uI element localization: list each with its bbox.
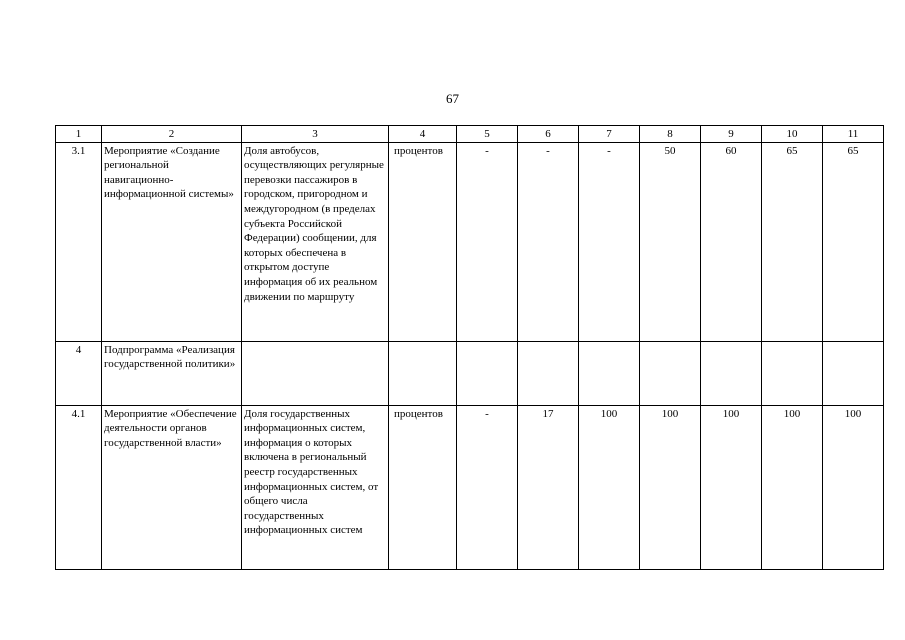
row-indicator: Доля государственных информационных систем, информация о которых включена в региональный реестр государственных информационных систем, от общего числа государственных информационных систем [242, 405, 389, 569]
header-cell: 11 [823, 126, 884, 143]
row-value [457, 341, 518, 405]
row-value: 100 [823, 405, 884, 569]
header-cell: 10 [762, 126, 823, 143]
row-value [579, 341, 640, 405]
row-number: 4.1 [56, 405, 102, 569]
row-name: Мероприятие «Обеспечение деятельности органов государственной власти» [102, 405, 242, 569]
row-value: 65 [823, 142, 884, 341]
table-row [56, 341, 884, 405]
row-number: 3.1 [56, 142, 102, 341]
row-indicator [242, 341, 389, 405]
row-value [640, 341, 701, 405]
table-header-row [56, 126, 884, 143]
row-value: 60 [701, 142, 762, 341]
table-row [56, 142, 884, 341]
row-unit: процентов [389, 405, 457, 569]
row-value: - [579, 142, 640, 341]
header-cell: 4 [389, 126, 457, 143]
row-value: - [457, 142, 518, 341]
row-value [762, 341, 823, 405]
row-name: Подпрограмма «Реализация государственной политики» [102, 341, 242, 405]
row-value [701, 341, 762, 405]
row-name: Мероприятие «Создание региональной навигационно-информационной системы» [102, 142, 242, 341]
row-value [518, 341, 579, 405]
header-cell: 1 [56, 126, 102, 143]
row-unit: процентов [389, 142, 457, 341]
indicators-table [55, 125, 884, 570]
row-value: 100 [701, 405, 762, 569]
header-cell: 3 [242, 126, 389, 143]
row-indicator: Доля автобусов, осуществляющих регулярные перевозки пассажиров в городском, пригородном и междугородном (в пределах субъекта Российской Федерации) сообщении, для которых обеспечена в открытом доступе информация об их реальном движении по маршруту [242, 142, 389, 341]
header-cell: 6 [518, 126, 579, 143]
row-unit [389, 341, 457, 405]
row-value: - [518, 142, 579, 341]
header-cell: 5 [457, 126, 518, 143]
row-number: 4 [56, 341, 102, 405]
row-value: 17 [518, 405, 579, 569]
row-value [823, 341, 884, 405]
header-cell: 2 [102, 126, 242, 143]
table-row [56, 405, 884, 569]
row-value: 65 [762, 142, 823, 341]
header-cell: 9 [701, 126, 762, 143]
row-value: 100 [762, 405, 823, 569]
row-value: 100 [579, 405, 640, 569]
page-number: 67 [446, 91, 459, 106]
header-cell: 7 [579, 126, 640, 143]
header-cell: 8 [640, 126, 701, 143]
row-value: 100 [640, 405, 701, 569]
row-value: - [457, 405, 518, 569]
row-value: 50 [640, 142, 701, 341]
